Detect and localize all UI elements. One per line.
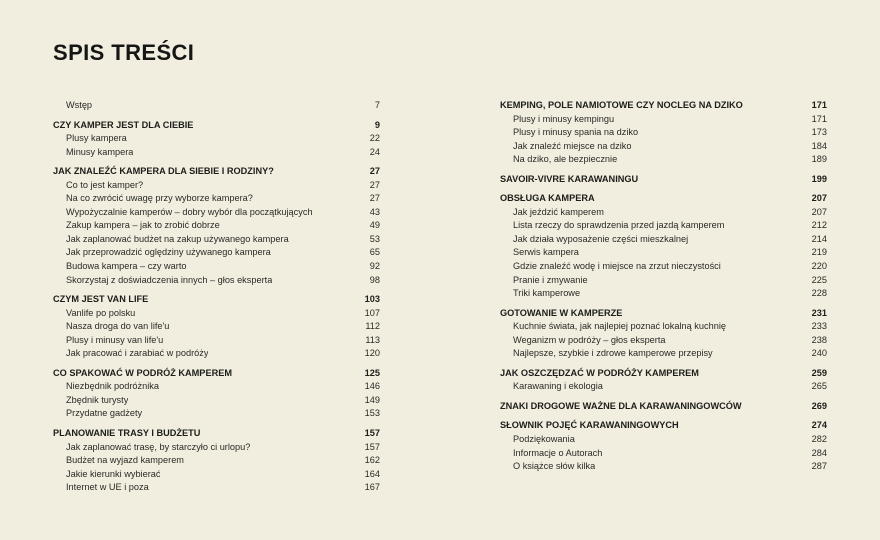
toc-page-number: 112 (365, 321, 380, 332)
toc-entry-title: Serwis kampera (513, 247, 579, 258)
toc-page-number: 220 (811, 261, 827, 272)
toc-entry-title: Jakie kierunki wybierać (66, 468, 161, 479)
toc-subentry[interactable] (53, 454, 380, 468)
toc-entry-title: Vanlife po polsku (66, 307, 136, 318)
toc-entry-title: Jak zaplanować trasę, by starczyło ci urlopu? (66, 441, 251, 452)
toc-page-number: 219 (811, 247, 827, 258)
toc-page-number: 207 (811, 193, 827, 204)
toc-subentry[interactable] (53, 233, 380, 247)
toc-entry-title: KEMPING, POLE NAMIOTOWE CZY NOCLEG NA DZIKO (500, 100, 743, 110)
toc-page-number: 7 (374, 100, 380, 110)
toc-page-number: 120 (364, 348, 380, 359)
toc-entry-title: GOTOWANIE W KAMPERZE (500, 307, 623, 318)
toc-page-number: 282 (811, 434, 827, 445)
toc-subentry[interactable] (53, 307, 380, 321)
toc-page-number: 27 (369, 166, 380, 177)
toc-entry-title: Pranie i zmywanie (513, 274, 588, 285)
toc-page-number: 107 (364, 307, 380, 318)
toc-entry-title: JAK ZNALEŹĆ KAMPERA DLA SIEBIE I RODZINY? (53, 166, 274, 177)
toc-subentry[interactable] (500, 433, 827, 447)
toc-subentry[interactable] (500, 140, 827, 154)
toc-subentry[interactable] (500, 347, 827, 361)
toc-page-number: 22 (369, 133, 380, 144)
toc-section-entry[interactable] (53, 119, 380, 133)
toc-entry-title: OBSŁUGA KAMPERA (500, 193, 595, 204)
toc-page-number: 65 (369, 247, 380, 258)
toc-page-number: 284 (811, 447, 827, 458)
toc-subentry[interactable] (500, 460, 827, 474)
toc-entry-title: Jak przeprowadzić oględziny używanego kampera (66, 247, 271, 258)
toc-entry-title: Minusy kampera (66, 146, 134, 157)
toc-page-number: 49 (369, 220, 380, 231)
toc-subentry[interactable] (53, 179, 380, 193)
toc-subentry[interactable] (53, 468, 380, 482)
toc-page-number: 259 (811, 367, 827, 378)
toc-section-entry[interactable] (500, 192, 827, 206)
toc-page-number: 43 (369, 206, 380, 217)
toc-right-column (500, 99, 827, 474)
toc-entry-title: Zakup kampera – jak to zrobić dobrze (66, 220, 220, 231)
toc-entry-title: Zbędnik turysty (66, 394, 129, 405)
toc-subentry[interactable] (500, 126, 827, 140)
toc-page-number: 238 (811, 334, 827, 345)
toc-entry-title: Skorzystaj z doświadczenia innych – głos eksperta (66, 274, 273, 285)
toc-entry-title: Budowa kampera – czy warto (66, 261, 187, 272)
toc-subentry[interactable] (500, 113, 827, 127)
toc-subentry[interactable] (53, 206, 380, 220)
toc-subentry[interactable] (53, 246, 380, 260)
toc-subentry[interactable] (500, 287, 827, 301)
toc-page-number: 189 (811, 154, 827, 165)
toc-subentry[interactable] (53, 320, 380, 334)
toc-page-number: 212 (811, 220, 827, 231)
toc-subentry[interactable] (500, 219, 827, 233)
toc-page-number: 27 (369, 179, 380, 190)
toc-section-entry[interactable] (500, 400, 827, 414)
toc-section-entry[interactable] (500, 419, 827, 433)
toc-section-entry[interactable] (500, 367, 827, 381)
toc-entry-title: Nasza droga do van life'u (66, 321, 170, 332)
toc-entry-title: O książce słów kilka (513, 461, 596, 472)
toc-entry-title: Kuchnie świata, jak najlepiej poznać lokalną kuchnię (513, 321, 726, 332)
toc-entry-title: Wypożyczalnie kamperów – dobry wybór dla początkujących (66, 206, 313, 217)
toc-entry-title: SŁOWNIK POJĘĆ KARAWANINGOWYCH (500, 420, 679, 431)
toc-entry-title: Jak jeździć kamperem (513, 206, 604, 217)
toc-page-number: 199 (811, 173, 827, 184)
toc-subentry[interactable] (53, 99, 380, 113)
toc-page-number: 9 (374, 119, 380, 130)
toc-entry-title: CZYM JEST VAN LIFE (53, 294, 149, 305)
toc-subentry[interactable] (53, 274, 380, 288)
toc-entry-title: Wstęp (66, 100, 93, 110)
toc-entry-title: CO SPAKOWAĆ W PODRÓŻ KAMPEREM (53, 367, 232, 378)
toc-entry-title: Karawaning i ekologia (513, 381, 603, 392)
toc-subentry[interactable] (53, 192, 380, 206)
toc-page-number: 233 (811, 321, 827, 332)
toc-entry-title: Na co zwrócić uwagę przy wyborze kampera? (66, 193, 253, 204)
toc-entry-title: Jak pracować i zarabiać w podróży (66, 348, 209, 359)
toc-page-number: 171 (811, 100, 827, 110)
toc-subentry[interactable] (500, 233, 827, 247)
toc-entry-title: Na dziko, ale bezpiecznie (513, 154, 618, 165)
toc-page-number: 173 (811, 127, 827, 138)
toc-subentry[interactable] (500, 260, 827, 274)
toc-entry-title: Budżet na wyjazd kamperem (66, 455, 184, 466)
toc-entry-title: Lista rzeczy do sprawdzenia przed jazdą kamperem (513, 220, 725, 231)
toc-page-number: 164 (364, 468, 380, 479)
toc-subentry[interactable] (53, 441, 380, 455)
toc-page-number: 149 (364, 394, 380, 405)
toc-page-number: 225 (811, 274, 827, 285)
toc-entry-title: Plusy i minusy spania na dziko (513, 127, 639, 138)
toc-subentry[interactable] (500, 447, 827, 461)
toc-page-number: 231 (811, 307, 827, 318)
toc-subentry[interactable] (53, 132, 380, 146)
toc-entry-title: JAK OSZCZĘDZAĆ W PODRÓŻY KAMPEREM (500, 367, 699, 378)
toc-subentry[interactable] (500, 320, 827, 334)
toc-entry-title: Triki kamperowe (513, 288, 581, 299)
toc-entry-title: Podziękowania (513, 434, 575, 445)
toc-page-number: 157 (364, 428, 380, 439)
toc-subentry[interactable] (53, 146, 380, 160)
toc-page-number: 125 (364, 367, 380, 378)
toc-entry-title: Plusy i minusy van life'u (66, 334, 164, 345)
toc-entry-title: SAVOIR-VIVRE KARAWANINGU (500, 173, 639, 184)
toc-entry-title: Jak znaleźć miejsce na dziko (513, 140, 632, 151)
toc-section-entry[interactable] (53, 293, 380, 307)
toc-entry-title: Przydatne gadżety (66, 408, 143, 419)
toc-entry-title: Informacje o Autorach (513, 447, 603, 458)
toc-entry-title: Co to jest kamper? (66, 179, 144, 190)
toc-subentry[interactable] (500, 380, 827, 394)
toc-subentry[interactable] (53, 219, 380, 233)
toc-page-number: 92 (369, 261, 380, 272)
toc-entry-title: Gdzie znaleźć wodę i miejsce na zrzut nieczystości (513, 261, 721, 272)
toc-page-number: 207 (811, 206, 827, 217)
toc-page-number: 240 (811, 348, 827, 359)
toc-page-number: 157 (364, 441, 380, 452)
toc-page-number: 113 (365, 334, 380, 345)
toc-page-number: 27 (369, 193, 380, 204)
toc-section-entry[interactable] (53, 427, 380, 441)
toc-subentry[interactable] (500, 206, 827, 220)
toc-subentry[interactable] (53, 407, 380, 421)
toc-page-number: 228 (811, 288, 827, 299)
toc-page-number: 167 (364, 482, 380, 493)
page-title: SPIS TREŚCI (53, 40, 195, 65)
toc-section-entry[interactable] (500, 307, 827, 321)
toc-entry-title: Plusy i minusy kempingu (513, 113, 615, 124)
toc-page-number: 265 (811, 381, 827, 392)
toc-entry-title: Weganizm w podróży – głos eksperta (513, 334, 666, 345)
toc-page-number: 274 (811, 420, 827, 431)
toc-subentry[interactable] (53, 260, 380, 274)
toc-section-entry[interactable] (53, 165, 380, 179)
toc-subentry[interactable] (53, 481, 380, 495)
toc-entry-title: CZY KAMPER JEST DLA CIEBIE (53, 119, 194, 130)
toc-entry-title: Jak działa wyposażenie części mieszkalnej (513, 233, 689, 244)
toc-subentry[interactable] (53, 380, 380, 394)
toc-section-entry[interactable] (500, 173, 827, 187)
toc-page-number: 98 (369, 274, 380, 285)
toc-entry-title: Najlepsze, szybkie i zdrowe kamperowe przepisy (513, 348, 713, 359)
toc-subentry[interactable] (500, 246, 827, 260)
toc-page-number: 24 (369, 146, 380, 157)
toc-page-number: 287 (811, 461, 827, 472)
toc-section-entry[interactable] (53, 367, 380, 381)
toc-page-number: 103 (364, 294, 380, 305)
toc-page-number: 214 (811, 233, 827, 244)
toc-subentry[interactable] (500, 153, 827, 167)
toc-page-number: 269 (811, 400, 827, 411)
toc-page-number: 153 (364, 408, 380, 419)
toc-entry-title: Jak zaplanować budżet na zakup używanego kampera (66, 233, 289, 244)
toc-section-entry[interactable] (500, 99, 827, 113)
toc-subentry[interactable] (53, 347, 380, 361)
toc-page-number: 146 (364, 381, 380, 392)
toc-subentry[interactable] (53, 334, 380, 348)
toc-subentry[interactable] (500, 274, 827, 288)
toc-entry-title: Internet w UE i poza (66, 482, 149, 493)
toc-entry-title: PLANOWANIE TRASY I BUDŻETU (53, 428, 201, 439)
toc-page-number: 53 (369, 233, 380, 244)
toc-entry-title: ZNAKI DROGOWE WAŻNE DLA KARAWANINGOWCÓW (500, 400, 742, 411)
toc-entry-title: Niezbędnik podróżnika (66, 381, 159, 392)
toc-page-number: 171 (811, 113, 827, 124)
toc-entry-title: Plusy kampera (66, 133, 127, 144)
toc-subentry[interactable] (53, 394, 380, 408)
toc-page-number: 184 (811, 140, 827, 151)
toc-subentry[interactable] (500, 334, 827, 348)
toc-left-column (53, 99, 380, 495)
toc-page-number: 162 (364, 455, 380, 466)
